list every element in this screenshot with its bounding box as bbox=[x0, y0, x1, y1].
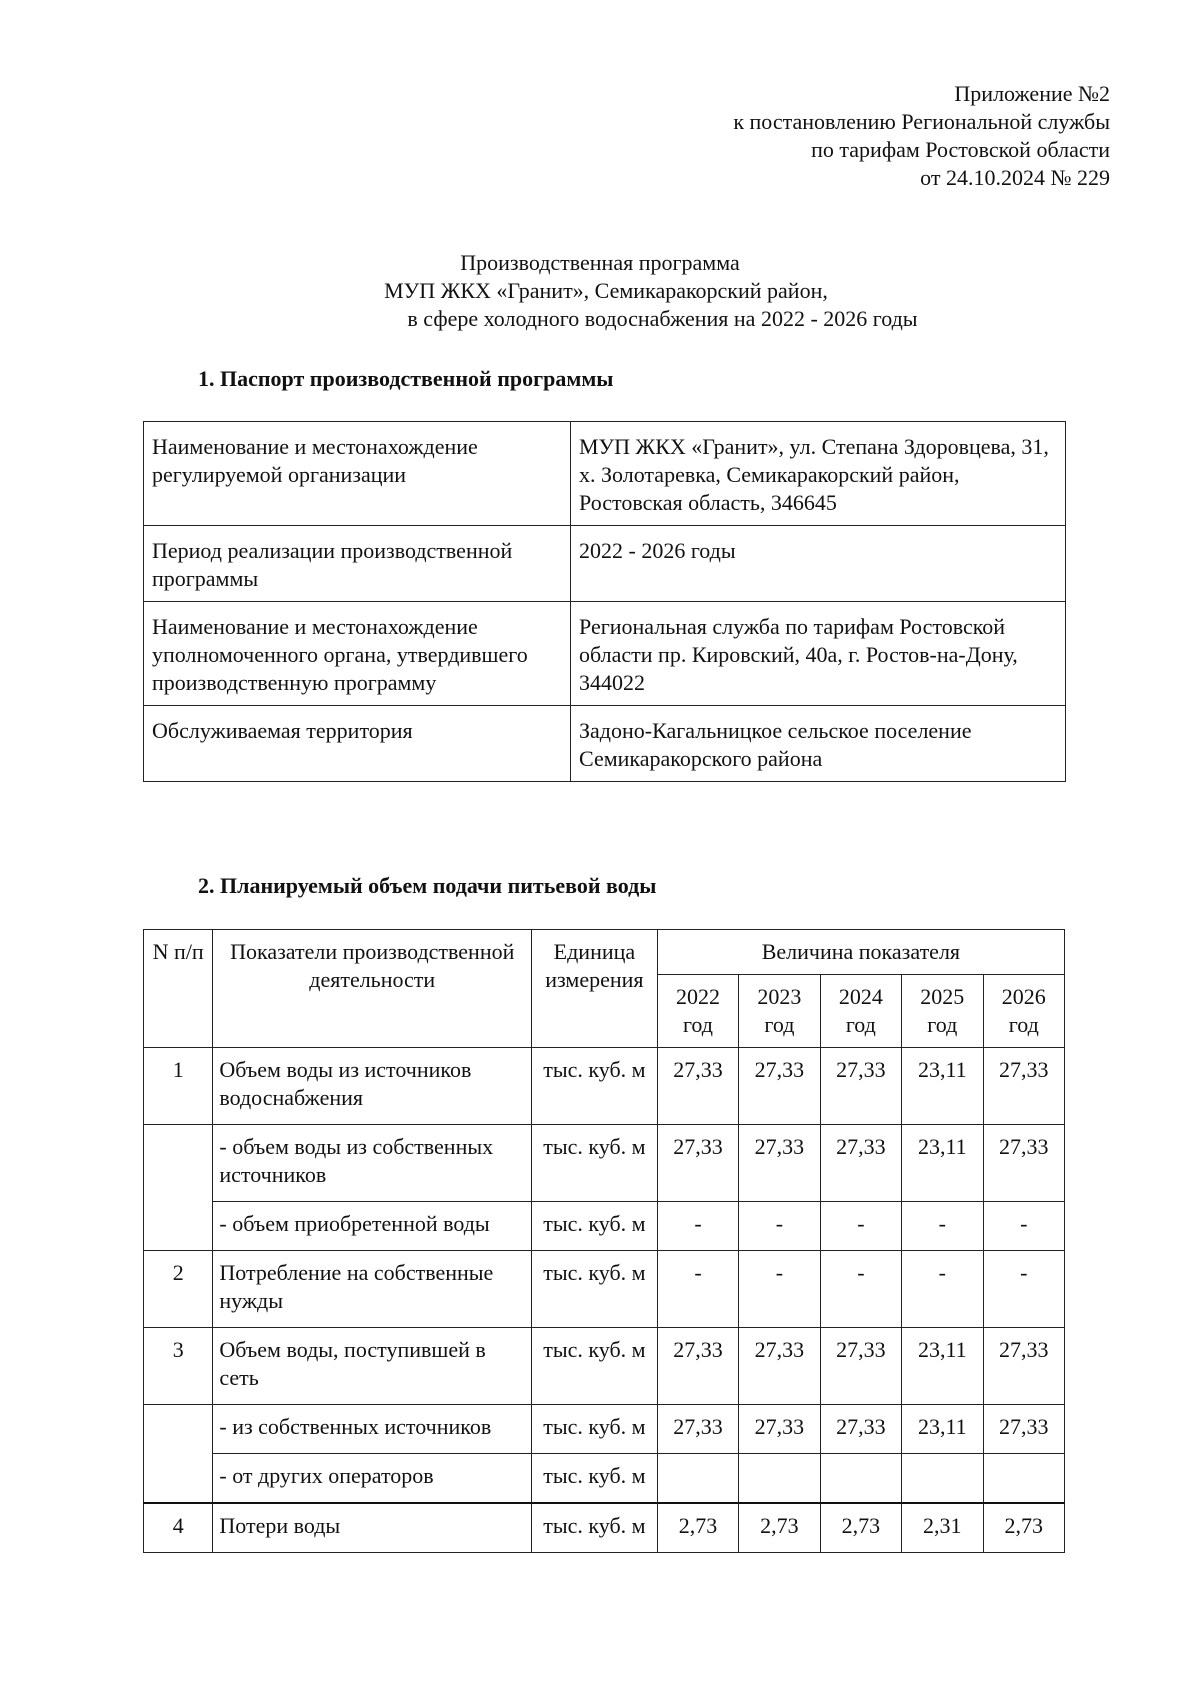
row-value: - bbox=[983, 1202, 1064, 1251]
row-value: 2,31 bbox=[902, 1503, 983, 1553]
header-year: 2022 год bbox=[657, 975, 738, 1048]
table-row bbox=[144, 422, 1066, 526]
row-value: - bbox=[657, 1251, 738, 1328]
row-indicator: Объем воды, поступившей в сеть bbox=[213, 1328, 532, 1405]
table-row bbox=[144, 1454, 1065, 1504]
header-year: 2026 год bbox=[983, 975, 1064, 1048]
title-line: Производственная программа bbox=[460, 250, 740, 275]
passport-table bbox=[143, 421, 1066, 782]
passport-value: Задоно-Кагальницкое сельское поселение Семикаракорского района bbox=[571, 706, 1066, 782]
passport-label: Наименование и местонахождение уполномоченного органа, утвердившего производственную программу bbox=[144, 602, 571, 706]
row-value bbox=[657, 1454, 738, 1504]
annex-line: к постановлению Региональной службы bbox=[733, 109, 1110, 134]
row-value: 27,33 bbox=[820, 1328, 901, 1405]
table-row bbox=[144, 1125, 1065, 1202]
passport-value: МУП ЖКХ «Гранит», ул. Степана Здоровцева, 31, х. Золотаревка, Семикаракорский район, Ростовская область, 346645 bbox=[571, 422, 1066, 526]
passport-value: 2022 - 2026 годы bbox=[571, 526, 1066, 602]
annex-line: от 24.10.2024 № 229 bbox=[920, 165, 1110, 190]
row-value: 2,73 bbox=[820, 1503, 901, 1553]
header-row bbox=[144, 930, 1065, 975]
row-value: 27,33 bbox=[983, 1405, 1064, 1454]
row-value: 27,33 bbox=[739, 1125, 820, 1202]
row-value: - bbox=[739, 1202, 820, 1251]
table-row bbox=[144, 1251, 1065, 1328]
row-value: - bbox=[902, 1251, 983, 1328]
title-line: МУП ЖКХ «Гранит», Семикаракорский район, bbox=[384, 278, 828, 303]
row-value: - bbox=[820, 1202, 901, 1251]
passport-label: Обслуживаемая территория bbox=[144, 706, 571, 782]
header-num: N п/п bbox=[144, 930, 213, 1048]
row-value bbox=[902, 1454, 983, 1504]
row-value: 27,33 bbox=[739, 1048, 820, 1125]
row-value: - bbox=[983, 1251, 1064, 1328]
table-row bbox=[144, 602, 1066, 706]
row-value: 23,11 bbox=[902, 1125, 983, 1202]
row-num: 1 bbox=[144, 1048, 213, 1125]
row-num: 2 bbox=[144, 1251, 213, 1328]
row-num: 4 bbox=[144, 1503, 213, 1553]
table-row bbox=[144, 1405, 1065, 1454]
row-value: 27,33 bbox=[983, 1328, 1064, 1405]
header-unit: Единица измерения bbox=[532, 930, 658, 1048]
table-row bbox=[144, 1328, 1065, 1405]
row-value: 27,33 bbox=[657, 1328, 738, 1405]
row-value: 27,33 bbox=[657, 1048, 738, 1125]
row-indicator: Потери воды bbox=[213, 1503, 532, 1553]
header-year: 2024 год bbox=[820, 975, 901, 1048]
row-value bbox=[739, 1454, 820, 1504]
section-2-heading: 2. Планируемый объем подачи питьевой воды bbox=[198, 873, 657, 898]
row-num bbox=[144, 1405, 213, 1504]
row-unit: тыс. куб. м bbox=[532, 1503, 658, 1553]
water-volume-table bbox=[143, 929, 1065, 1553]
row-unit: тыс. куб. м bbox=[532, 1048, 658, 1125]
header-year: 2023 год bbox=[739, 975, 820, 1048]
row-unit: тыс. куб. м bbox=[532, 1251, 658, 1328]
row-value: 27,33 bbox=[657, 1405, 738, 1454]
row-indicator: - из собственных источников bbox=[213, 1405, 532, 1454]
row-value: 23,11 bbox=[902, 1048, 983, 1125]
annex-line: Приложение №2 bbox=[954, 81, 1110, 106]
header-value: Величина показателя bbox=[657, 930, 1064, 975]
passport-value: Региональная служба по тарифам Ростовской области пр. Кировский, 40а, г. Ростов-на-Дону, 344022 bbox=[571, 602, 1066, 706]
row-value: 27,33 bbox=[820, 1048, 901, 1125]
table-row bbox=[144, 706, 1066, 782]
row-value bbox=[983, 1454, 1064, 1504]
row-value: - bbox=[820, 1251, 901, 1328]
passport-label: Период реализации производственной программы bbox=[144, 526, 571, 602]
row-value: 2,73 bbox=[739, 1503, 820, 1553]
row-value bbox=[820, 1454, 901, 1504]
row-value: 27,33 bbox=[820, 1405, 901, 1454]
table-row bbox=[144, 1202, 1065, 1251]
row-unit: тыс. куб. м bbox=[532, 1202, 658, 1251]
row-num: 3 bbox=[144, 1328, 213, 1405]
table-row bbox=[144, 1503, 1065, 1553]
section-1-heading: 1. Паспорт производственной программы bbox=[198, 366, 614, 391]
table-row bbox=[144, 526, 1066, 602]
row-value: 23,11 bbox=[902, 1328, 983, 1405]
header-indicator: Показатели производственной деятельности bbox=[213, 930, 532, 1048]
row-indicator: - объем приобретенной воды bbox=[213, 1202, 532, 1251]
row-value: 27,33 bbox=[657, 1125, 738, 1202]
title-line: в сфере холодного водоснабжения на 2022 - 2026 годы bbox=[407, 306, 918, 331]
row-value: 27,33 bbox=[820, 1125, 901, 1202]
row-value: 2,73 bbox=[983, 1503, 1064, 1553]
row-value: - bbox=[902, 1202, 983, 1251]
row-num bbox=[144, 1125, 213, 1251]
table-row bbox=[144, 1048, 1065, 1125]
row-value: 27,33 bbox=[739, 1405, 820, 1454]
document-title bbox=[0, 249, 1200, 333]
row-value: 27,33 bbox=[983, 1048, 1064, 1125]
row-unit: тыс. куб. м bbox=[532, 1328, 658, 1405]
passport-label: Наименование и местонахождение регулируемой организации bbox=[144, 422, 571, 526]
row-value: 23,11 bbox=[902, 1405, 983, 1454]
row-value: 27,33 bbox=[739, 1328, 820, 1405]
row-value: 27,33 bbox=[983, 1125, 1064, 1202]
row-value: 2,73 bbox=[657, 1503, 738, 1553]
row-indicator: Потребление на собственные нужды bbox=[213, 1251, 532, 1328]
row-value: - bbox=[739, 1251, 820, 1328]
annex-header bbox=[510, 80, 1110, 192]
header-year: 2025 год bbox=[902, 975, 983, 1048]
row-indicator: - объем воды из собственных источников bbox=[213, 1125, 532, 1202]
row-unit: тыс. куб. м bbox=[532, 1454, 658, 1504]
annex-line: по тарифам Ростовской области bbox=[811, 137, 1110, 162]
row-value: - bbox=[657, 1202, 738, 1251]
row-indicator: Объем воды из источников водоснабжения bbox=[213, 1048, 532, 1125]
row-unit: тыс. куб. м bbox=[532, 1125, 658, 1202]
row-indicator: - от других операторов bbox=[213, 1454, 532, 1504]
row-unit: тыс. куб. м bbox=[532, 1405, 658, 1454]
